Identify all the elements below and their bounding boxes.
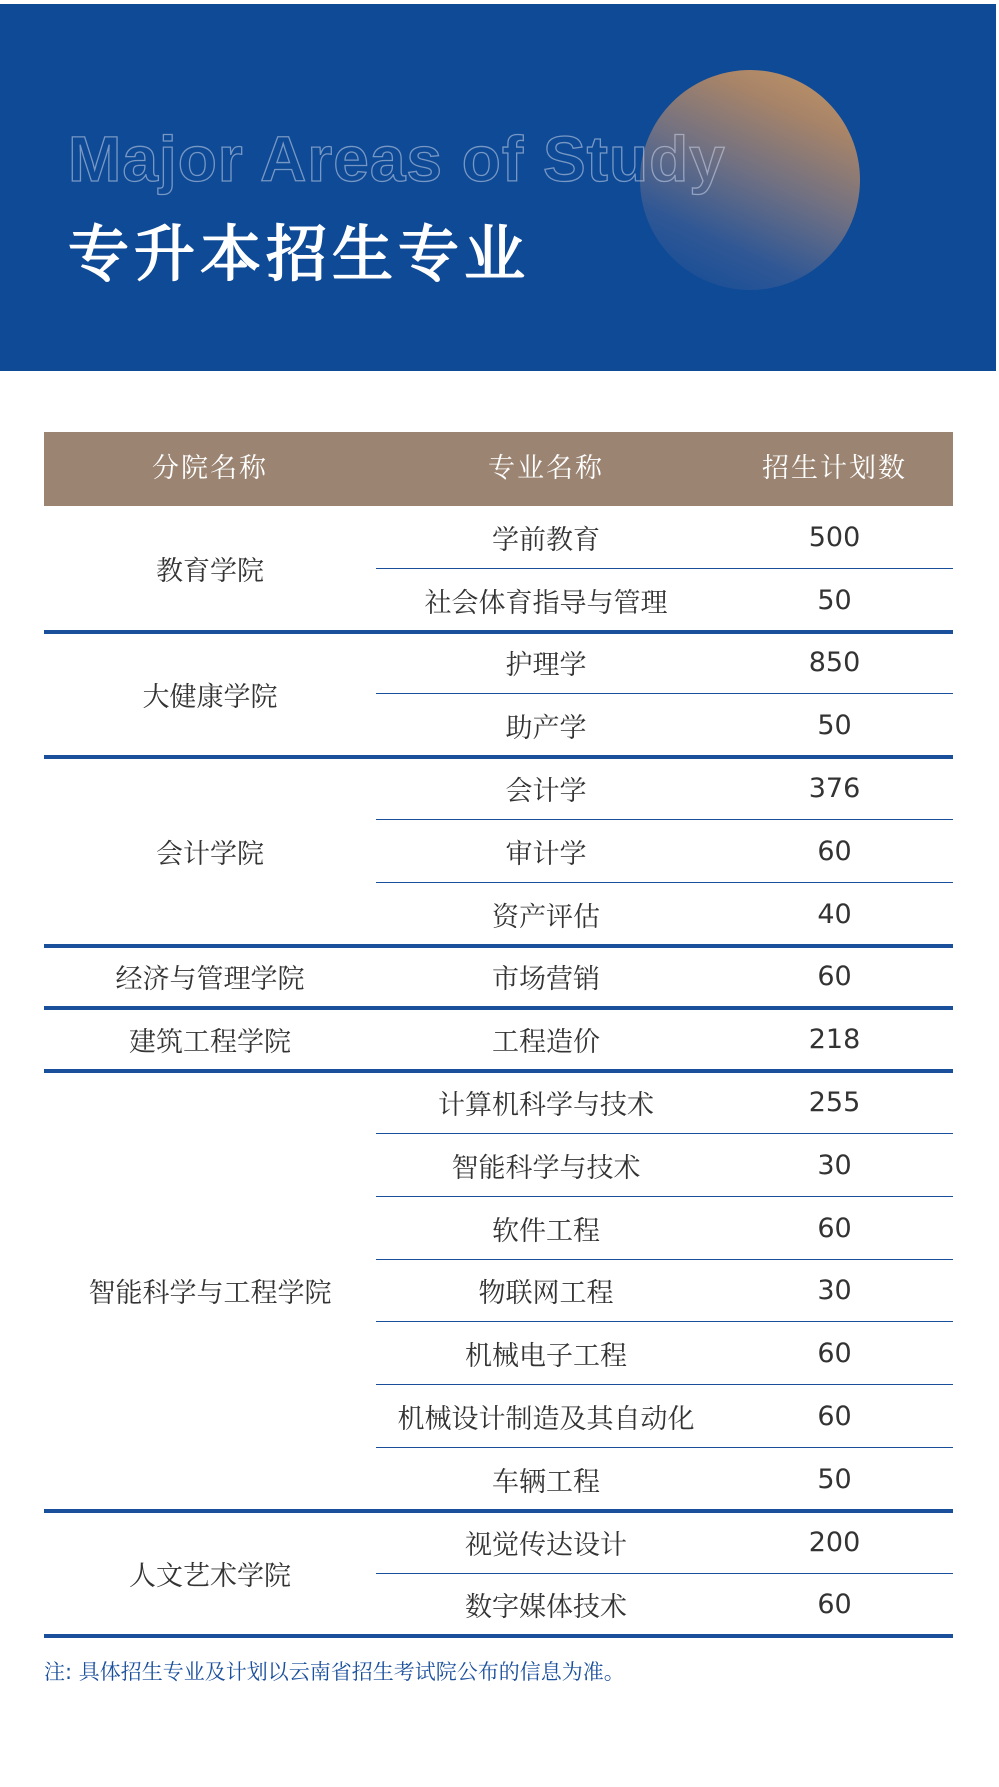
- major-name: 市场营销: [492, 964, 600, 996]
- major-name: 资产评估: [492, 901, 600, 933]
- enrollment-count: 60: [817, 835, 852, 867]
- enrollment-count: 200: [808, 1526, 861, 1558]
- enrollment-count: 40: [817, 898, 852, 930]
- college-name: 大健康学院: [142, 681, 278, 713]
- enrollment-count: 60: [817, 961, 852, 993]
- major-name: 学前教育: [492, 524, 600, 556]
- major-name: 会计学: [505, 776, 587, 808]
- major-name: 机械设计制造及其自动化: [397, 1404, 695, 1436]
- major-name: 机械电子工程: [465, 1341, 627, 1373]
- enrollment-count: 500: [808, 521, 861, 553]
- table-header: [44, 432, 953, 506]
- header-banner: [0, 0, 999, 371]
- enrollment-count: 60: [817, 1338, 852, 1370]
- header-major: 专业名称: [488, 453, 604, 484]
- college-name: 会计学院: [156, 838, 264, 870]
- major-name: 软件工程: [492, 1215, 600, 1247]
- major-name: 护理学: [505, 650, 587, 682]
- enrollment-count: 60: [817, 1589, 852, 1621]
- major-name: 助产学: [505, 713, 587, 745]
- college-name: 智能科学与工程学院: [88, 1278, 332, 1310]
- enrollment-count: 50: [817, 584, 852, 616]
- major-name: 社会体育指导与管理: [424, 587, 668, 619]
- major-name: 智能科学与技术: [451, 1152, 641, 1184]
- major-name: 工程造价: [492, 1027, 600, 1059]
- banner-title-en: Major Areas of Study: [68, 123, 726, 195]
- enrollment-count: 850: [808, 647, 861, 679]
- enrollment-count: 60: [817, 1401, 852, 1433]
- major-name: 数字媒体技术: [465, 1592, 627, 1624]
- college-name: 建筑工程学院: [129, 1027, 291, 1059]
- enrollment-count: 376: [808, 773, 861, 805]
- enrollment-count: 60: [817, 1212, 852, 1244]
- college-name: 教育学院: [156, 556, 264, 588]
- enrollment-count: 30: [817, 1149, 852, 1181]
- enrollment-count: 255: [808, 1087, 861, 1119]
- header-plan-count: 招生计划数: [762, 453, 907, 484]
- enrollment-count: 218: [808, 1024, 861, 1056]
- enrollment-count: 30: [817, 1275, 852, 1307]
- major-name: 物联网工程: [478, 1278, 614, 1310]
- enrollment-count: 50: [817, 710, 852, 742]
- group-divider: [44, 1634, 953, 1638]
- enrollment-count: 50: [817, 1463, 852, 1495]
- major-name: 计算机科学与技术: [438, 1090, 654, 1122]
- major-name: 视觉传达设计: [465, 1529, 627, 1561]
- footnote: 注: 具体招生专业及计划以云南省招生考试院公布的信息为准。: [44, 1660, 625, 1684]
- major-name: 车辆工程: [492, 1466, 600, 1498]
- banner-top-strip: [0, 0, 999, 4]
- college-name: 经济与管理学院: [115, 964, 305, 996]
- major-name: 审计学: [505, 838, 587, 870]
- banner-title-cn: 专升本招生专业: [68, 219, 531, 290]
- header-college: 分院名称: [152, 453, 268, 484]
- college-name: 人文艺术学院: [129, 1561, 291, 1593]
